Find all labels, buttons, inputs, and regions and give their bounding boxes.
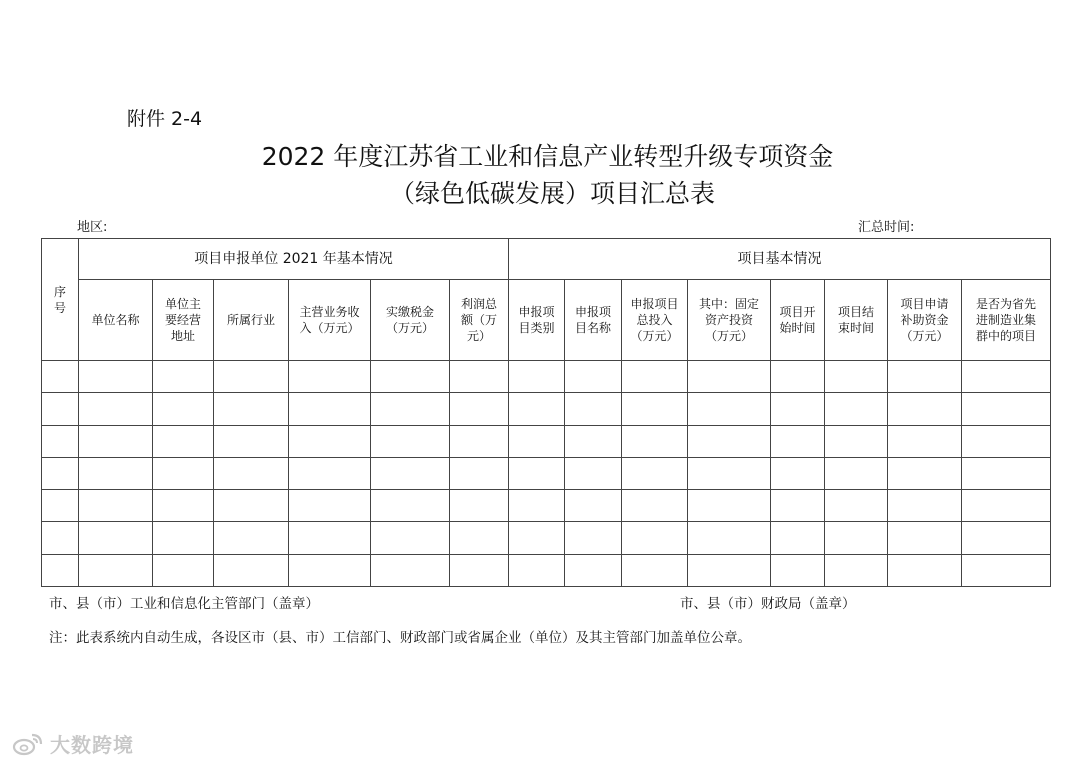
table-cell [153,361,214,393]
table-cell [509,490,565,522]
table-cell [688,393,771,425]
finance-bureau-seal-label: 市、县（市）财政局（盖章） [680,596,856,612]
table-cell [509,522,565,554]
table-cell [509,457,565,489]
table-cell [289,361,371,393]
table-cell [888,393,962,425]
table-cell [450,457,509,489]
table-cell [771,425,825,457]
table-note: 注：此表系统内自动生成，各设区市（县、市）工信部门、财政部门或省属企业（单位）及其主管部门加盖单位公章。 [49,630,751,646]
table-cell [688,361,771,393]
table-cell [565,522,622,554]
column-header [565,280,622,361]
column-header [962,280,1051,361]
table-cell [289,490,371,522]
column-header-text: 是否为省先 进制造业集 群中的项目 [976,297,1037,343]
table-cell [79,425,153,457]
table-cell [42,425,79,457]
table-cell [450,522,509,554]
table-cell [509,425,565,457]
table-cell [79,457,153,489]
table-cell [42,522,79,554]
summary-time-label: 汇总时间: [858,220,915,235]
column-header-text: 实缴税金 （万元） [385,305,434,335]
column-header [825,280,888,361]
table-cell [888,522,962,554]
table-cell [214,393,289,425]
table-cell [962,490,1051,522]
table-row [42,361,1051,393]
table-cell [79,522,153,554]
table-cell [79,393,153,425]
table-cell [825,522,888,554]
column-header-text: 单位主 要经营 地址 [164,297,201,343]
table-cell [688,554,771,586]
column-header-text: 利润总 额（万 元） [461,297,498,343]
table-cell [371,554,450,586]
table-cell [79,361,153,393]
table-cell [42,490,79,522]
table-cell [450,425,509,457]
table-cell [79,554,153,586]
unit-info-group-header: 项目申报单位 2021 年基本情况 [79,239,509,280]
table-cell [289,393,371,425]
column-header-text: 主营业务收 入（万元） [299,305,360,335]
table-cell [825,361,888,393]
table-cell [825,425,888,457]
table-cell [962,522,1051,554]
table-cell [962,361,1051,393]
table-cell [622,361,688,393]
table-cell [622,425,688,457]
table-cell [371,490,450,522]
table-cell [771,490,825,522]
table-cell [42,554,79,586]
table-cell [962,425,1051,457]
table-row [42,554,1051,586]
column-header [688,280,771,361]
table-cell [289,554,371,586]
column-header [371,280,450,361]
table-cell [450,361,509,393]
column-header [888,280,962,361]
table-cell [962,457,1051,489]
table-cell [688,425,771,457]
table-cell [688,490,771,522]
table-cell [450,490,509,522]
seq-header-text: 序 号 [53,284,66,315]
table-cell [214,457,289,489]
weibo-logo-icon [12,731,46,757]
table-cell [962,554,1051,586]
table-row [42,457,1051,489]
table-row [42,393,1051,425]
column-header-text: 其中：固定 资产投资 （万元） [699,297,760,343]
table-cell [42,457,79,489]
table-cell [962,393,1051,425]
table-cell [825,490,888,522]
table-cell [289,425,371,457]
watermark-text: 大数跨境 [50,733,134,757]
table-cell [214,522,289,554]
column-header-text: 所属行业 [226,313,275,327]
document-title-line1: 2022 年度江苏省工业和信息产业转型升级专项资金 [261,142,834,171]
table-cell [825,393,888,425]
column-header [79,280,153,361]
attachment-label: 附件 2-4 [127,108,203,130]
table-cell [688,522,771,554]
table-cell [771,361,825,393]
table-cell [622,490,688,522]
table-cell [622,554,688,586]
table-cell [565,490,622,522]
column-header-row [42,280,1051,361]
table-cell [825,457,888,489]
seq-header [42,239,79,361]
table-cell [214,361,289,393]
project-info-group-header: 项目基本情况 [509,239,1051,280]
region-label: 地区: [77,220,108,235]
column-header-text: 项目开 始时间 [779,305,816,335]
table-cell [771,522,825,554]
summary-table [41,238,1051,587]
table-cell [622,457,688,489]
column-header [214,280,289,361]
table-row [42,522,1051,554]
industry-dept-seal-label: 市、县（市）工业和信息化主管部门（盖章） [49,596,319,612]
table-cell [888,361,962,393]
table-cell [153,457,214,489]
table-cell [565,457,622,489]
table-cell [371,522,450,554]
table-cell [450,393,509,425]
table-cell [42,393,79,425]
table-cell [771,457,825,489]
table-cell [371,361,450,393]
table-cell [214,490,289,522]
table-cell [771,393,825,425]
column-header [450,280,509,361]
table-cell [450,554,509,586]
table-cell [153,393,214,425]
column-header [509,280,565,361]
column-header [153,280,214,361]
column-header [289,280,371,361]
table-cell [153,425,214,457]
document-title-line2: （绿色低碳发展）项目汇总表 [389,179,715,208]
table-cell [565,425,622,457]
table-cell [214,554,289,586]
column-header [771,280,825,361]
watermark [12,729,134,758]
table-cell [42,361,79,393]
table-cell [888,425,962,457]
table-cell [153,554,214,586]
column-header [622,280,688,361]
table-cell [888,490,962,522]
table-cell [371,425,450,457]
column-header-text: 申报项目 总投入 （万元） [630,297,679,343]
table-cell [622,393,688,425]
column-header-text: 项目结 束时间 [838,305,875,335]
table-cell [509,361,565,393]
table-cell [371,457,450,489]
table-cell [565,393,622,425]
table-cell [371,393,450,425]
table-cell [289,522,371,554]
table-body [42,361,1051,587]
column-header-text: 申报项 目类别 [518,305,555,335]
table-cell [771,554,825,586]
table-cell [214,425,289,457]
table-cell [153,490,214,522]
table-cell [153,522,214,554]
table-cell [79,490,153,522]
table-cell [888,457,962,489]
column-header-text: 项目申请 补助资金 （万元） [900,297,949,343]
table-cell [509,554,565,586]
column-header-text: 单位名称 [91,313,140,327]
table-cell [888,554,962,586]
table-cell [565,554,622,586]
table-cell [622,522,688,554]
table-cell [688,457,771,489]
column-header-text: 申报项 目名称 [575,305,612,335]
table-cell [509,393,565,425]
table-row [42,425,1051,457]
table-cell [289,457,371,489]
table-cell [565,361,622,393]
table-cell [825,554,888,586]
table-row [42,490,1051,522]
